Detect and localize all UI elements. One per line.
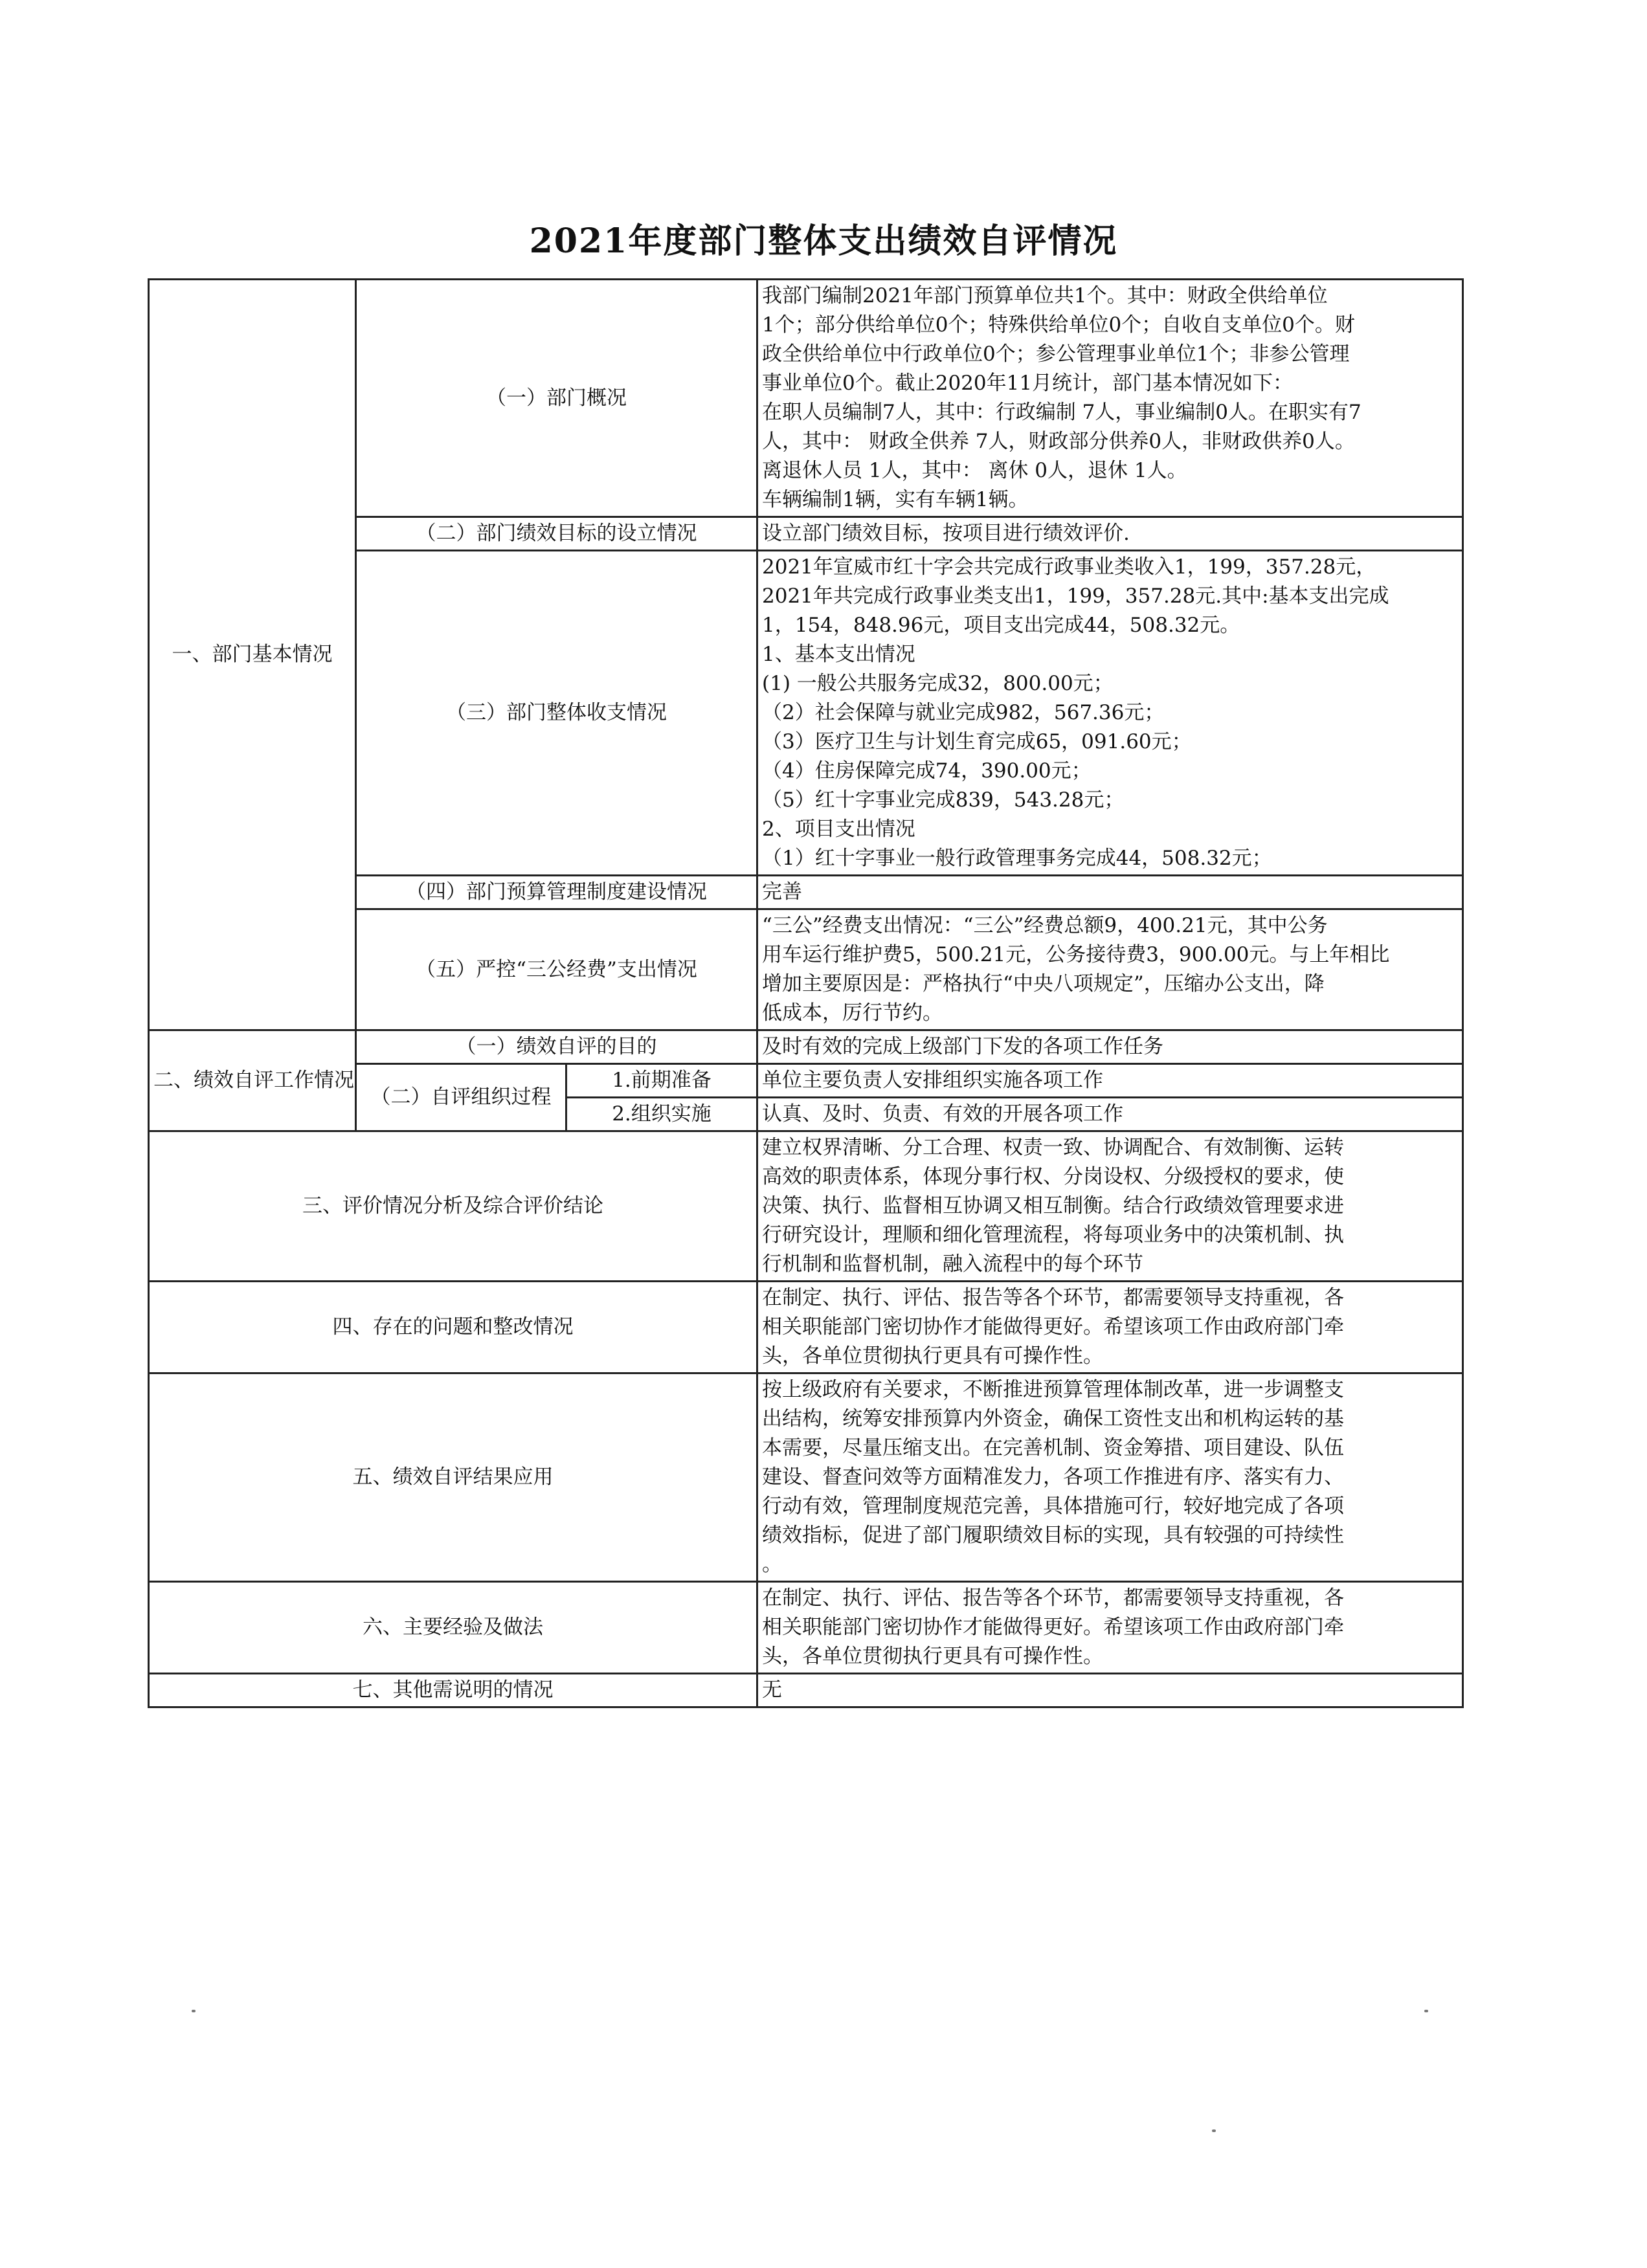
text-line: 相关职能部门密切协作才能做得更好。希望该项工作由政府部门牵 [762,1616,1344,1639]
text-line: 在制定、执行、评估、报告等各个环节，都需要领导支持重视，各 [762,1286,1344,1309]
prep-content: 单位主要负责人安排组织实施各项工作 [757,1064,1463,1098]
section6-content [757,1582,1463,1674]
section4-label: 四、存在的问题和整改情况 [149,1282,757,1373]
evaluation-table [148,278,1464,1708]
dept-overview-content [757,280,1463,517]
row-analysis [149,1131,1463,1282]
text-line: 政全供给单位中行政单位0个；参公管理事业单位1个；非参公管理 [762,342,1350,366]
budget-system-content [757,876,1463,909]
section6-label: 六、主要经验及做法 [149,1582,757,1674]
text-line: 高效的职责体系，体现分事行权、分岗设权、分级授权的要求，使 [762,1165,1344,1188]
text-line: 。 [762,1553,782,1576]
text-line: 2021年共完成行政事业类支出1，199，357.28元.其中:基本支出完成 [762,584,1389,608]
text-line: 建设、督查问效等方面精准发力，各项工作推进有序、落实有力、 [762,1465,1344,1489]
text-line: 增加主要原因是：严格执行“中央八项规定”，压缩办公支出，降 [762,972,1325,995]
row-eval-purpose [149,1030,1463,1064]
text-line: 决策、执行、监督相互协调又相互制衡。结合行政绩效管理要求进 [762,1194,1344,1217]
income-expense-label: （三）部门整体收支情况 [356,551,757,876]
text-line: 绩效指标，促进了部门履职绩效目标的实现，具有较强的可持续性 [762,1524,1344,1547]
text-line: 1、基本支出情况 [762,643,915,666]
perf-goal-content [757,517,1463,551]
text-line: 在职人员编制7人，其中：行政编制 7人，事业编制0人。在职实有7 [762,401,1361,424]
text-line: （1）红十字事业一般行政管理事务完成44，508.32元； [762,847,1272,870]
row-problems [149,1282,1463,1373]
text-line: 2、项目支出情况 [762,817,915,841]
impl-label: 2.组织实施 [566,1098,757,1131]
section7-content: 无 [757,1674,1463,1707]
scan-speck [1212,2129,1216,2132]
section3-content [757,1131,1463,1282]
eval-purpose-content: 及时有效的完成上级部门下发的各项工作任务 [757,1030,1463,1064]
section3-label: 三、评价情况分析及综合评价结论 [149,1131,757,1282]
text-line: 本需要，尽量压缩支出。在完善机制、资金筹措、项目建设、队伍 [762,1436,1344,1460]
text-line: 完善 [762,880,802,904]
section4-content [757,1282,1463,1373]
text-line: 低成本，厉行节约。 [762,1001,943,1025]
text-line: 相关职能部门密切协作才能做得更好。希望该项工作由政府部门牵 [762,1315,1344,1339]
impl-content: 认真、及时、负责、有效的开展各项工作 [757,1098,1463,1131]
section5-content [757,1373,1463,1582]
text-line: 1个；部分供给单位0个；特殊供给单位0个；自收自支单位0个。财 [762,313,1355,337]
text-line: 行机制和监督机制，融入流程中的每个环节 [762,1252,1143,1276]
text-line: (1) 一般公共服务完成32，800.00元； [762,672,1114,695]
text-line: 离退休人员 1人，其中： 离休 0人，退休 1人。 [762,459,1187,482]
page-title: 2021年度部门整体支出绩效自评情况 [529,221,1118,261]
text-line: 行动有效，管理制度规范完善，具体措施可行，较好地完成了各项 [762,1495,1344,1518]
dept-overview-label: （一）部门概况 [356,280,757,517]
text-line: 设立部门绩效目标，按项目进行绩效评价. [762,522,1130,545]
text-line: （5）红十字事业完成839，543.28元； [762,788,1125,812]
row-other [149,1674,1463,1707]
text-line: 建立权界清晰、分工合理、权责一致、协调配合、有效制衡、运转 [762,1136,1344,1159]
text-line: “三公”经费支出情况：“三公”经费总额9，400.21元，其中公务 [762,914,1328,937]
three-public-content [757,909,1463,1030]
scan-speck [1424,2010,1428,2012]
eval-purpose-label: （一）绩效自评的目的 [356,1030,757,1064]
row-result-application [149,1373,1463,1582]
text-line: 人，其中： 财政全供养 7人，财政部分供养0人，非财政供养0人。 [762,430,1355,453]
row-experience [149,1582,1463,1674]
prep-label: 1.前期准备 [566,1064,757,1098]
text-line: 按上级政府有关要求，不断推进预算管理体制改革，进一步调整支 [762,1378,1344,1401]
text-line: 出结构，统筹安排预算内外资金，确保工资性支出和机构运转的基 [762,1407,1344,1430]
text-line: 事业单位0个。截止2020年11月统计，部门基本情况如下： [762,372,1294,395]
budget-system-label: （四）部门预算管理制度建设情况 [356,876,757,909]
section1-label: 一、部门基本情况 [149,280,356,1030]
scan-speck [192,2010,196,2012]
text-line: 2021年宣威市红十字会共完成行政事业类收入1，199，357.28元， [762,555,1376,579]
text-line: （4）住房保障完成74，390.00元； [762,759,1092,783]
text-line: 车辆编制1辆，实有车辆1辆。 [762,488,1029,511]
text-line: 用车运行维护费5，500.21元，公务接待费3，900.00元。与上年相比 [762,943,1390,966]
text-line: 1，154，848.96元，项目支出完成44，508.32元。 [762,614,1240,637]
text-line: （3）医疗卫生与计划生育完成65，091.60元； [762,730,1192,753]
text-line: 我部门编制2021年部门预算单位共1个。其中：财政全供给单位 [762,284,1328,307]
income-expense-content [757,551,1463,876]
section7-label: 七、其他需说明的情况 [149,1674,757,1707]
text-line: 头，各单位贯彻执行更具有可操作性。 [762,1645,1103,1668]
section5-label: 五、绩效自评结果应用 [149,1373,757,1582]
text-line: 头，各单位贯彻执行更具有可操作性。 [762,1344,1103,1368]
row-dept-overview [149,280,1463,517]
section2-label: 二、绩效自评工作情况 [149,1030,356,1131]
eval-process-label: （二）自评组织过程 [356,1064,566,1131]
text-line: 在制定、执行、评估、报告等各个环节，都需要领导支持重视，各 [762,1586,1344,1610]
three-public-label: （五）严控“三公经费”支出情况 [356,909,757,1030]
text-line: 行研究设计，理顺和细化管理流程，将每项业务中的决策机制、执 [762,1223,1344,1247]
perf-goal-label: （二）部门绩效目标的设立情况 [356,517,757,551]
text-line: （2）社会保障与就业完成982，567.36元； [762,701,1165,724]
